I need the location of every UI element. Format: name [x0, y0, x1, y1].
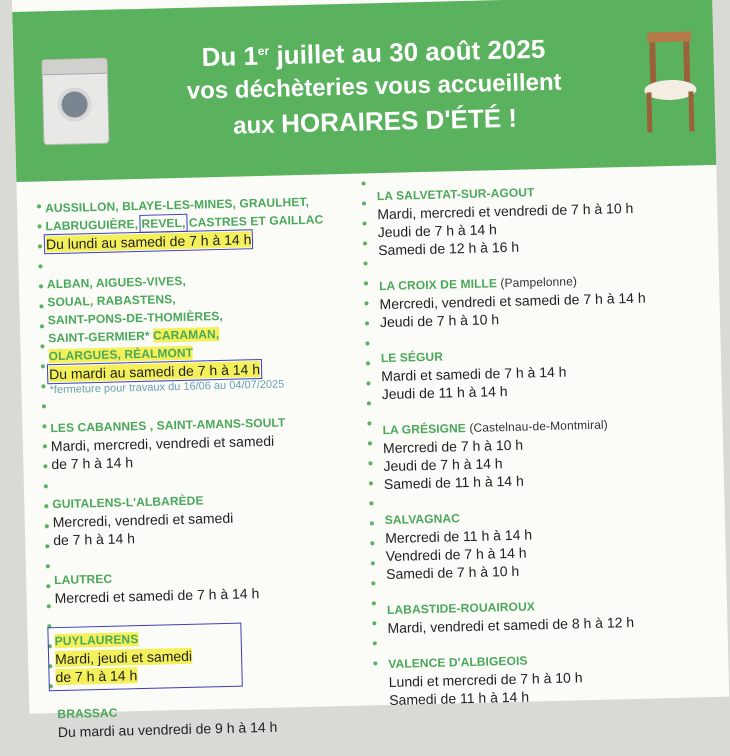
banner-title: Du 1er juillet au 30 août 2025 vos déchèteries vous accueillent aux HORAIRES D'ÉTÉ !	[186, 33, 562, 140]
opening-hours: Mardi, mercredi, vendredi et samedi	[50, 432, 275, 455]
site-block	[57, 698, 368, 742]
opening-hours: de 7 h à 14 h	[51, 454, 134, 473]
site-name: OLARGUES, RÉALMONT	[48, 345, 194, 364]
opening-hours: Mercredi, vendredi et samedi	[52, 509, 234, 531]
site-name: PUYLAURENS	[54, 632, 139, 649]
opening-hours: Mercredi de 11 h à 14 h	[385, 526, 533, 547]
left-column	[45, 188, 369, 755]
site-name: AUSSILLON, BLAYE-LES-MINES, GRAULHET,	[44, 194, 310, 216]
opening-hours: Lundi et mercredi de 7 h à 10 h	[388, 669, 583, 690]
site-block	[54, 564, 365, 608]
site-block	[47, 623, 243, 692]
flyer-sheet	[12, 0, 729, 741]
site-name: SAINT-PONS-DE-THOMIÈRES,	[47, 308, 224, 328]
opening-hours: Vendredi de 7 h à 14 h	[385, 544, 527, 565]
right-column	[377, 179, 710, 723]
opening-hours: Samedi de 11 h à 14 h	[389, 688, 530, 708]
opening-hours: Jeudi de 7 h à 10 h	[379, 311, 500, 331]
opening-hours: Mardi, mercredi et vendredi de 7 h à 10 h	[377, 199, 634, 223]
site-block	[50, 412, 361, 474]
opening-hours: Jeudi de 11 h à 14 h	[381, 383, 508, 403]
opening-hours: Du mardi au samedi de 7 h à 14 h	[48, 361, 261, 383]
site-name: SAINT-GERMIER* CARAMAN,	[48, 327, 220, 346]
opening-hours: Samedi de 7 h à 10 h	[385, 562, 520, 583]
site-name: LA CROIX DE MILLE (Pampelonne)	[378, 274, 578, 294]
site-name: LA GRÉSIGNE (Castelnau-de-Montmiral)	[382, 417, 608, 438]
site-block	[381, 341, 702, 403]
site-name: LES CABANNES , SAINT-AMANS-SOULT	[50, 415, 286, 436]
opening-hours: Du mardi au vendredi de 9 h à 14 h	[57, 718, 278, 741]
site-name: LABRUGUIÈRE, REVEL, CASTRES ET GAILLAC	[45, 212, 324, 234]
site-block	[385, 503, 707, 583]
site-name: SOUAL, RABASTENS,	[47, 292, 176, 310]
site-name: SALVAGNAC	[384, 511, 461, 528]
closure-note: *fermeture pour travaux du 16/06 au 04/07/2025	[49, 378, 285, 397]
site-name: VALENCE D'ALBIGEOIS	[388, 653, 528, 672]
opening-hours: de 7 h à 14 h	[55, 667, 138, 686]
site-block	[377, 179, 699, 259]
site-name: LABASTIDE-ROUAIROUX	[386, 599, 536, 618]
site-block	[47, 268, 360, 398]
site-name: LE SÉGUR	[380, 349, 444, 366]
site-name: GUITALENS-L'ALBARÈDE	[52, 493, 204, 512]
chair-icon	[633, 25, 706, 137]
opening-hours: Jeudi de 7 h à 14 h	[383, 455, 503, 475]
site-name: ALBAN, AIGUES-VIVES,	[46, 273, 186, 292]
opening-hours: Mercredi et samedi de 7 h à 14 h	[54, 585, 260, 607]
site-block	[388, 647, 709, 709]
site-block	[382, 413, 704, 493]
washing-machine-icon	[41, 58, 109, 146]
site-block	[379, 269, 700, 331]
header-banner	[12, 0, 716, 182]
opening-hours: Mercredi de 7 h à 10 h	[382, 436, 524, 457]
site-name: BRASSAC	[57, 705, 118, 722]
opening-hours: Samedi de 12 h à 16 h	[378, 238, 520, 259]
opening-hours: de 7 h à 14 h	[53, 530, 136, 549]
opening-hours: Mercredi, vendredi et samedi de 7 h à 14 h	[379, 289, 646, 313]
opening-hours: Mardi, jeudi et samedi	[54, 647, 193, 668]
opening-hours: Jeudi de 7 h à 14 h	[377, 221, 498, 241]
opening-hours: Mardi et samedi de 7 h à 14 h	[381, 363, 567, 385]
opening-hours: Samedi de 11 h à 14 h	[383, 472, 524, 493]
site-name: LA SALVETAT-SUR-AGOUT	[376, 185, 535, 204]
site-block	[387, 593, 708, 637]
opening-hours: Mardi, vendredi et samedi de 8 h à 12 h	[387, 613, 635, 637]
site-block	[52, 488, 363, 550]
site-block	[45, 192, 356, 254]
site-name: LAUTREC	[54, 571, 113, 588]
opening-hours: Du lundi au samedi de 7 h à 14 h	[45, 231, 252, 253]
